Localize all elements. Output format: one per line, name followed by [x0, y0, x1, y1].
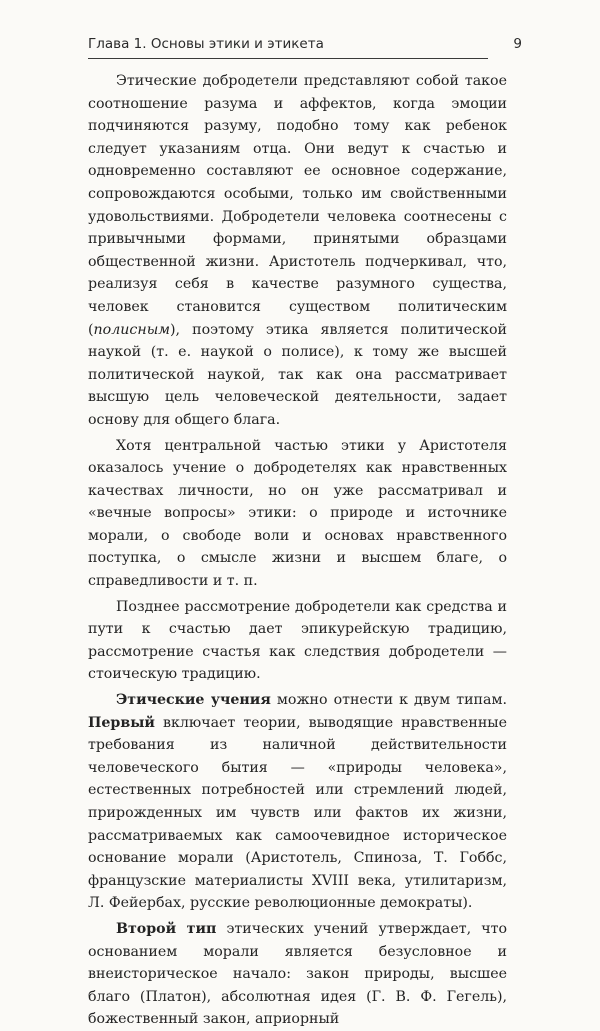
running-header [88, 36, 522, 58]
italic-term: полисным [93, 321, 171, 338]
page-body [88, 70, 507, 1031]
bold-term: Второй тип [116, 920, 217, 937]
paragraph-2: Хотя центральной частью этики у Аристотеля оказалось учение о добродетелях как нравственных качествах личности, но он уже рассматривал и «вечные вопросы» этики: о природе и источнике морали, о свободе воли и основах нравственного поступка, о смысле жизни и высшем благе, о справедливости и т. п. [88, 437, 507, 590]
page-number: 9 [513, 36, 522, 52]
bold-term: Первый [88, 714, 155, 731]
chapter-title: Глава 1. Основы этики и этикета [88, 36, 324, 52]
header-rule [88, 58, 488, 59]
paragraph-4: Этические учения можно отнести к двум типам. Первый включает теории, выводящие нравственные требования из наличной действительности человеческого бытия — «природы человека», естественных потребностей или стремлений людей, прирожденных им чувств или фактов их жизни, рассматриваемых как самоочевидное историческое основание морали (Аристотель, Спиноза, Т. Гоббс, французские материалисты XVIII века, утилитаризм, Л. Фейербах, русские революционные демократы). [88, 692, 507, 912]
paragraph-5: Второй тип этических учений утверждает, что основанием морали является безусловное и внеисторическое начало: закон природы, высшее благо (Платон), абсолютная идея (Г. В. Ф. Гегель), божественный закон, априорный [88, 920, 508, 1028]
paragraph-3: Позднее рассмотрение добродетели как средства и пути к счастью дает эпикурейскую традицию, рассмотрение счастья как следствия добродетели — стоическую традицию. [88, 598, 507, 683]
bold-term: Этические учения [116, 692, 271, 709]
paragraph-1: Этические добродетели представляют собой такое соотношение разума и аффектов, когда эмоции подчиняются разуму, подобно тому как ребенок следует указаниям отца. Они ведут к счастью и одновременно составляют ее основное содержание, сопровождаются особыми, только им свойственными удовольствиями. Добродетели человека соотнесены с привычными формами, принятыми образцами общественной жизни. Аристотель подчеркивал, что, реализуя себя в качестве разумного существа, человек становится существом политическим (полисным), поэтому этика является политической наукой (т. е. наукой о полисе), к тому же высшей политической наукой, так как она рассматривает высшую цель человеческой деятельности, задает основу для общего блага. [88, 73, 507, 428]
